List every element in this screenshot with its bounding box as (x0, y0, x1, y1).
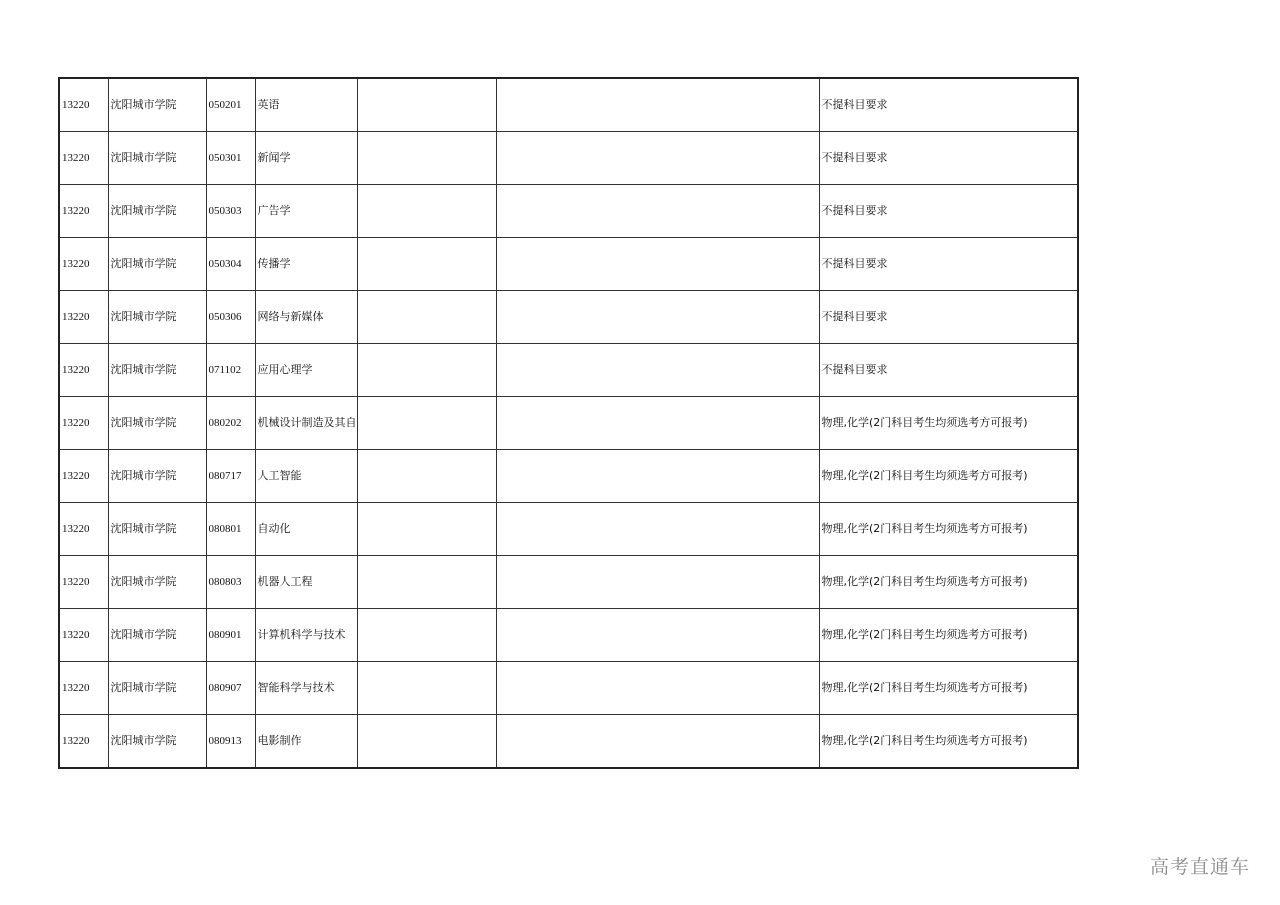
empty-cell (357, 78, 496, 132)
subject-requirement-cell: 物理,化学(2门科目考生均须选考方可报考) (819, 503, 1078, 556)
major-code-cell: 080801 (206, 503, 255, 556)
empty-cell (357, 715, 496, 769)
major-name-cell: 自动化 (255, 503, 357, 556)
major-code-cell: 080202 (206, 397, 255, 450)
empty-cell (496, 556, 819, 609)
table-row (59, 662, 1078, 715)
school-code-cell: 13220 (59, 397, 108, 450)
major-name-cell: 人工智能 (255, 450, 357, 503)
empty-cell (357, 132, 496, 185)
school-name-cell: 沈阳城市学院 (108, 78, 206, 132)
school-code-cell: 13220 (59, 185, 108, 238)
major-code-cell: 050306 (206, 291, 255, 344)
school-code-cell: 13220 (59, 662, 108, 715)
major-code-cell: 050303 (206, 185, 255, 238)
subject-requirement-cell: 不提科目要求 (819, 291, 1078, 344)
major-name-cell: 传播学 (255, 238, 357, 291)
subject-requirement-cell: 物理,化学(2门科目考生均须选考方可报考) (819, 556, 1078, 609)
table-row (59, 78, 1078, 132)
subject-requirement-cell: 不提科目要求 (819, 78, 1078, 132)
subject-requirement-cell: 物理,化学(2门科目考生均须选考方可报考) (819, 662, 1078, 715)
table-row (59, 556, 1078, 609)
major-name-cell: 广告学 (255, 185, 357, 238)
major-name-cell: 新闻学 (255, 132, 357, 185)
subject-requirement-cell: 不提科目要求 (819, 185, 1078, 238)
major-name-cell: 智能科学与技术 (255, 662, 357, 715)
empty-cell (357, 450, 496, 503)
table-row (59, 185, 1078, 238)
school-code-cell: 13220 (59, 78, 108, 132)
empty-cell (496, 609, 819, 662)
school-name-cell: 沈阳城市学院 (108, 291, 206, 344)
school-code-cell: 13220 (59, 344, 108, 397)
empty-cell (496, 450, 819, 503)
empty-cell (496, 503, 819, 556)
empty-cell (496, 291, 819, 344)
school-code-cell: 13220 (59, 503, 108, 556)
school-name-cell: 沈阳城市学院 (108, 344, 206, 397)
subject-requirement-cell: 物理,化学(2门科目考生均须选考方可报考) (819, 450, 1078, 503)
school-name-cell: 沈阳城市学院 (108, 238, 206, 291)
school-code-cell: 13220 (59, 609, 108, 662)
school-name-cell: 沈阳城市学院 (108, 397, 206, 450)
empty-cell (496, 662, 819, 715)
major-code-cell: 080803 (206, 556, 255, 609)
school-code-cell: 13220 (59, 291, 108, 344)
major-code-cell: 080913 (206, 715, 255, 769)
major-name-cell: 网络与新媒体 (255, 291, 357, 344)
major-name-cell: 英语 (255, 78, 357, 132)
major-name-cell: 应用心理学 (255, 344, 357, 397)
empty-cell (357, 397, 496, 450)
school-name-cell: 沈阳城市学院 (108, 503, 206, 556)
major-code-cell: 080717 (206, 450, 255, 503)
major-code-cell: 050304 (206, 238, 255, 291)
school-code-cell: 13220 (59, 450, 108, 503)
major-code-cell: 080907 (206, 662, 255, 715)
school-code-cell: 13220 (59, 132, 108, 185)
subject-requirement-cell: 不提科目要求 (819, 344, 1078, 397)
empty-cell (357, 238, 496, 291)
empty-cell (357, 503, 496, 556)
major-code-cell: 050301 (206, 132, 255, 185)
school-name-cell: 沈阳城市学院 (108, 609, 206, 662)
empty-cell (496, 132, 819, 185)
school-name-cell: 沈阳城市学院 (108, 662, 206, 715)
table-row (59, 397, 1078, 450)
school-code-cell: 13220 (59, 238, 108, 291)
subject-requirement-cell: 不提科目要求 (819, 132, 1078, 185)
subject-requirement-cell: 物理,化学(2门科目考生均须选考方可报考) (819, 609, 1078, 662)
table-row (59, 344, 1078, 397)
school-name-cell: 沈阳城市学院 (108, 132, 206, 185)
school-name-cell: 沈阳城市学院 (108, 450, 206, 503)
empty-cell (496, 238, 819, 291)
school-code-cell: 13220 (59, 715, 108, 769)
empty-cell (496, 715, 819, 769)
subject-requirement-cell: 不提科目要求 (819, 238, 1078, 291)
empty-cell (496, 185, 819, 238)
table-row (59, 238, 1078, 291)
table-row (59, 503, 1078, 556)
subject-requirement-cell: 物理,化学(2门科目考生均须选考方可报考) (819, 397, 1078, 450)
major-code-cell: 050201 (206, 78, 255, 132)
table-row (59, 291, 1078, 344)
major-name-cell: 机械设计制造及其自 (255, 397, 357, 450)
table-row (59, 132, 1078, 185)
empty-cell (357, 609, 496, 662)
watermark: 高考直通车 (1149, 856, 1250, 878)
table-row (59, 715, 1078, 769)
major-code-cell: 071102 (206, 344, 255, 397)
empty-cell (496, 78, 819, 132)
school-code-cell: 13220 (59, 556, 108, 609)
major-name-cell: 机器人工程 (255, 556, 357, 609)
empty-cell (357, 556, 496, 609)
empty-cell (357, 344, 496, 397)
empty-cell (357, 662, 496, 715)
school-name-cell: 沈阳城市学院 (108, 185, 206, 238)
major-name-cell: 计算机科学与技术 (255, 609, 357, 662)
major-name-cell: 电影制作 (255, 715, 357, 769)
school-name-cell: 沈阳城市学院 (108, 715, 206, 769)
major-requirements-table (58, 77, 1079, 769)
empty-cell (357, 291, 496, 344)
table-body (59, 78, 1078, 768)
table-row (59, 609, 1078, 662)
empty-cell (357, 185, 496, 238)
empty-cell (496, 397, 819, 450)
subject-requirement-cell: 物理,化学(2门科目考生均须选考方可报考) (819, 715, 1078, 769)
empty-cell (496, 344, 819, 397)
major-code-cell: 080901 (206, 609, 255, 662)
table-row (59, 450, 1078, 503)
school-name-cell: 沈阳城市学院 (108, 556, 206, 609)
